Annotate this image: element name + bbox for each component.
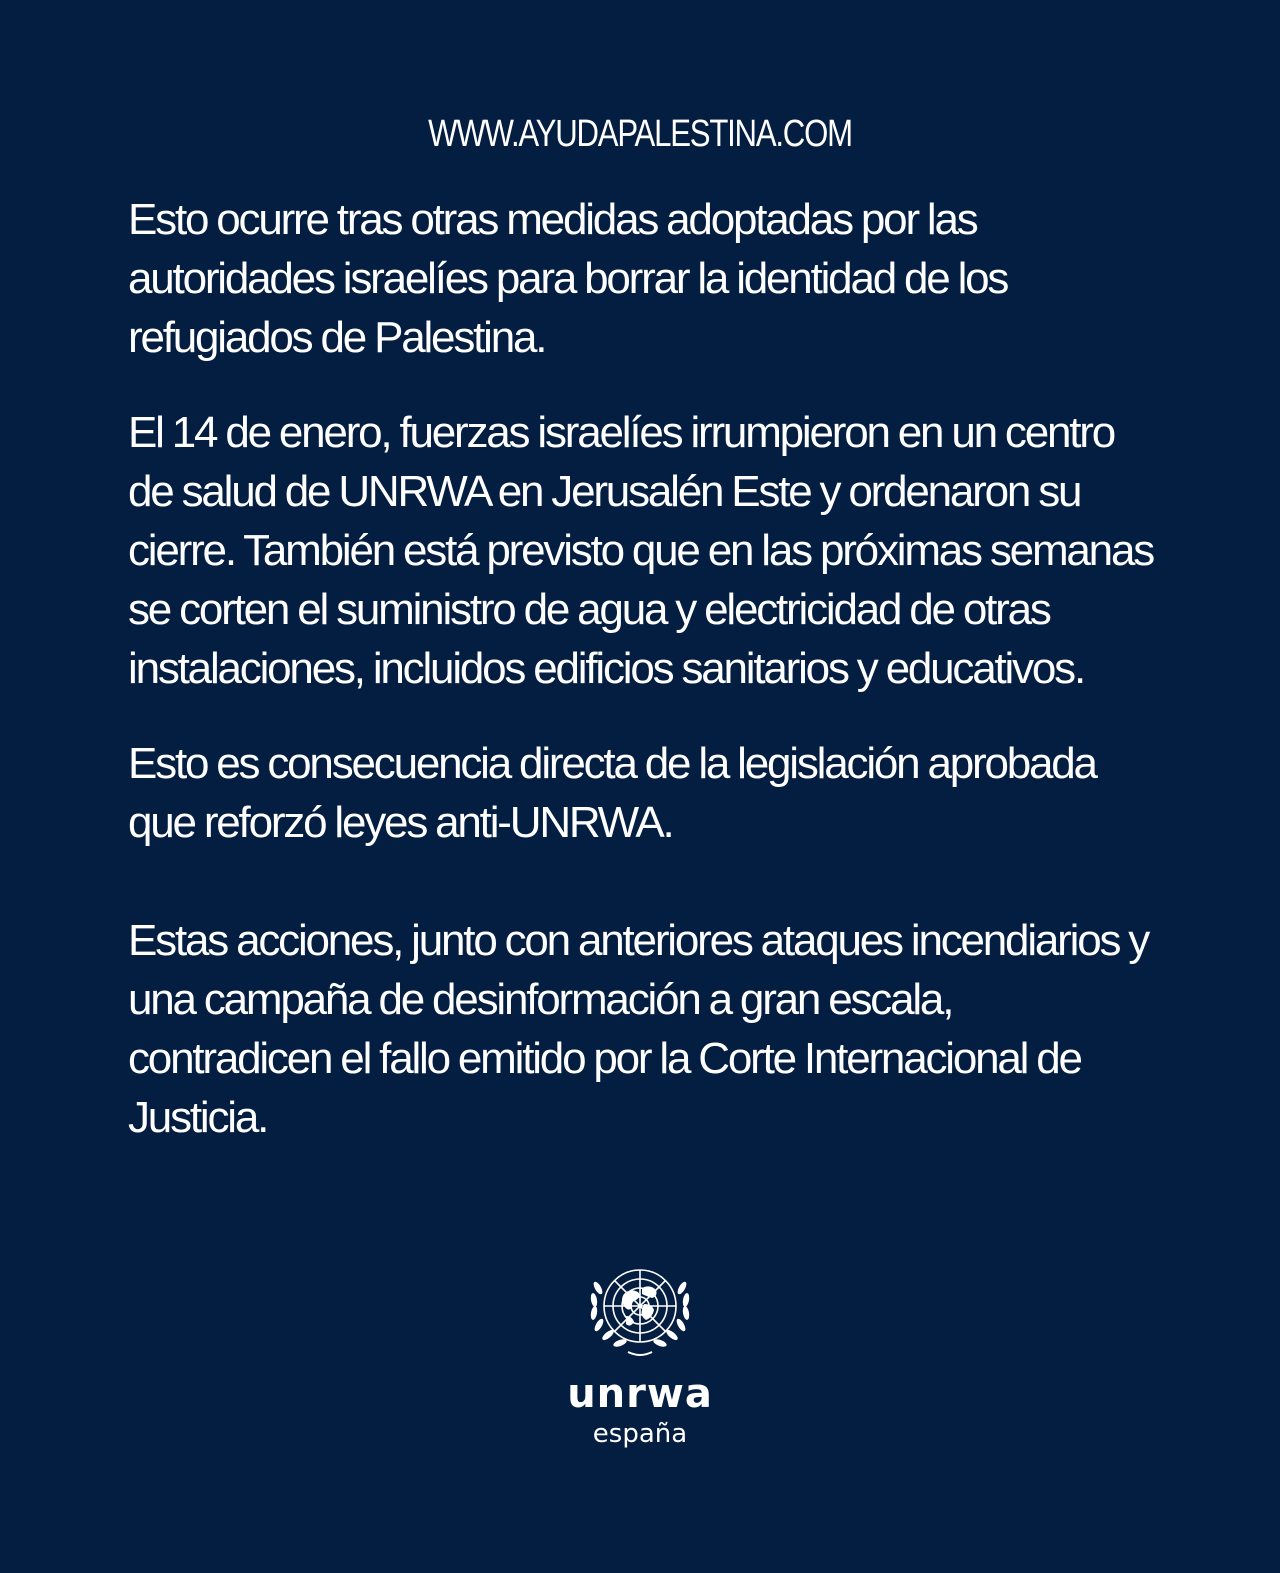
site-url: WWW.AYUDAPALESTINA.COM [428,113,852,155]
paragraph-3: Esto es consecuencia directa de la legislación aprobada que reforzó leyes anti-UNRWA. [128,739,1096,847]
paragraph-2: El 14 de enero, fuerzas israelíes irrumpieron en un centro de salud de UNRWA en Jerusalén Este y ordenaron su cierre. También está previsto que en las próximas semanas se corten el suministro de agua y electricidad de otras instalaciones, incluidos edificios sanitarios y educativos. [128,408,1154,693]
unrwa-logo [0,1258,1280,1450]
logo-wordmark: unrwa [567,1371,713,1417]
body-text [128,190,1158,1147]
un-emblem-icon [580,1258,700,1362]
logo-subtitle: españa [592,1419,688,1449]
paragraph-1: Esto ocurre tras otras medidas adoptadas por las autoridades israelíes para borrar la identidad de los refugiados de Palestina. [128,195,1008,362]
paragraph-4: Estas acciones, junto con anteriores ataques incendiarios y una campaña de desinformación a gran escala, contradicen el fallo emitido por la Corte Internacional de Justicia. [128,916,1149,1142]
